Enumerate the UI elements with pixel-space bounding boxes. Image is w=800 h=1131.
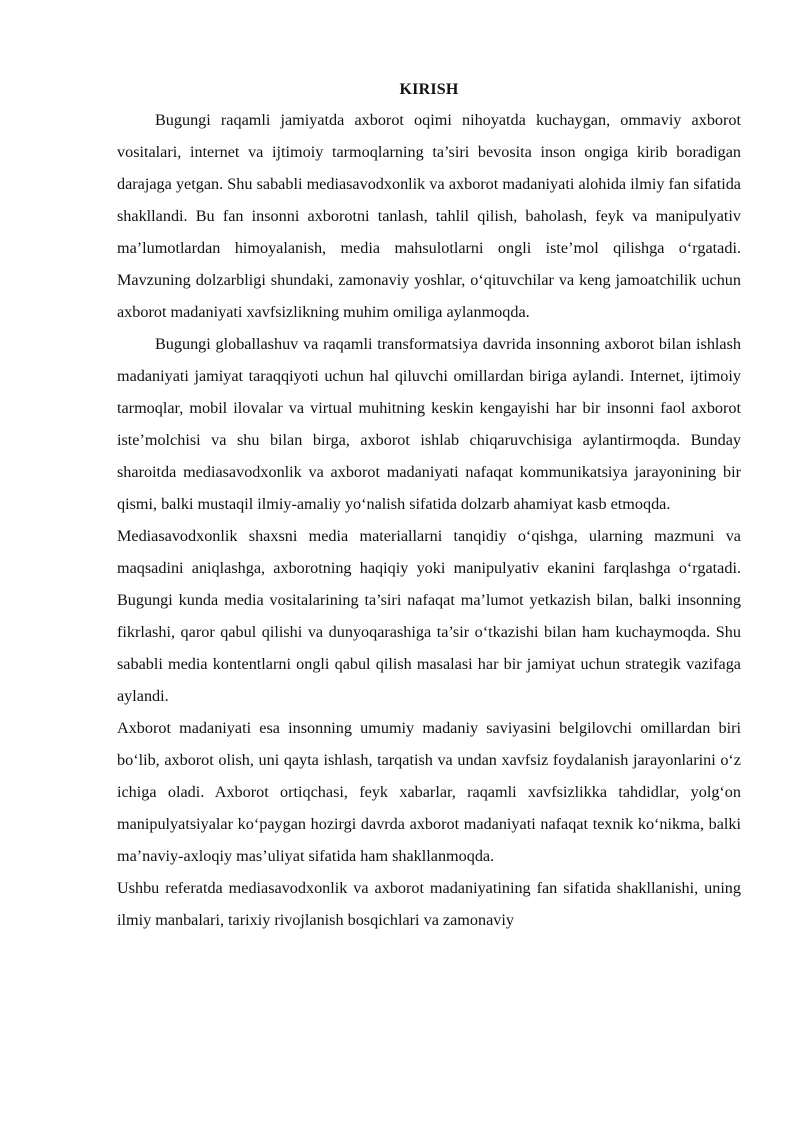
- paragraph-1: Bugungi raqamli jamiyatda axborot oqimi nihoyatda kuchaygan, ommaviy axborot vositalari, internet va ijtimoiy tarmoqlarning ta’siri bevosita inson ongiga kirib boradigan darajaga yetgan. Shu sababli mediasavodxonlik va axborot madaniyati alohida ilmiy fan sifatida shakllandi. Bu fan insonni axborotni tanlash, tahlil qilish, baholash, feyk va manipulyativ ma’lumotlardan himoyalanish, media mahsulotlarni ongli iste’mol qilishga o‘rgatadi. Mavzuning dolzarbligi shundaki, zamonaviy yoshlar, o‘qituvchilar va keng jamoatchilik uchun axborot madaniyati xavfsizlikning muhim omiliga aylanmoqda.: [117, 111, 741, 321]
- paragraph-5: Ushbu referatda mediasavodxonlik va axborot madaniyatining fan sifatida shakllanishi, uning ilmiy manbalari, tarixiy rivojlanish bosqichlari va zamonaviy: [117, 879, 741, 929]
- paragraph-3: Mediasavodxonlik shaxsni media materiallarni tanqidiy o‘qishga, ularning mazmuni va maqsadini aniqlashga, axborotning haqiqiy yoki manipulyativ ekanini farqlashga o‘rgatadi. Bugungi kunda media vositalarining ta’siri nafaqat ma’lumot yetkazish bilan, balki insonning fikrlashi, qaror qabul qilishi va dunyoqarashiga ta’sir o‘tkazishi bilan ham kuchaymoqda. Shu sababli media kontentlarni ongli qabul qilish masalasi har bir jamiyat uchun strategik vazifaga aylandi.: [117, 527, 741, 705]
- paragraph-2: Bugungi globallashuv va raqamli transformatsiya davrida insonning axborot bilan ishlash madaniyati jamiyat taraqqiyoti uchun hal qiluvchi omillardan biriga aylandi. Internet, ijtimoiy tarmoqlar, mobil ilovalar va virtual muhitning keskin kengayishi har bir insonni faol axborot iste’molchisi va shu bilan birga, axborot ishlab chiqaruvchisiga aylantirmoqda. Bunday sharoitda mediasavodxonlik va axborot madaniyati nafaqat kommunikatsiya jarayonining bir qismi, balki mustaqil ilmiy-amaliy yo‘nalish sifatida dolzarb ahamiyat kasb etmoqda.: [117, 335, 741, 513]
- paragraph-4: Axborot madaniyati esa insonning umumiy madaniy saviyasini belgilovchi omillardan biri bo‘lib, axborot olish, uni qayta ishlash, tarqatish va undan xavfsiz foydalanish jarayonlarini o‘z ichiga oladi. Axborot ortiqchasi, feyk xabarlar, raqamli xavfsizlikka tahdidlar, yolg‘on manipulyatsiyalar ko‘paygan hozirgi davrda axborot madaniyati nafaqat texnik ko‘nikma, balki ma’naviy-axloqiy mas’uliyat sifatida ham shakllanmoqda.: [117, 719, 741, 865]
- page-title: KIRISH: [399, 81, 459, 98]
- document-body: [117, 76, 741, 936]
